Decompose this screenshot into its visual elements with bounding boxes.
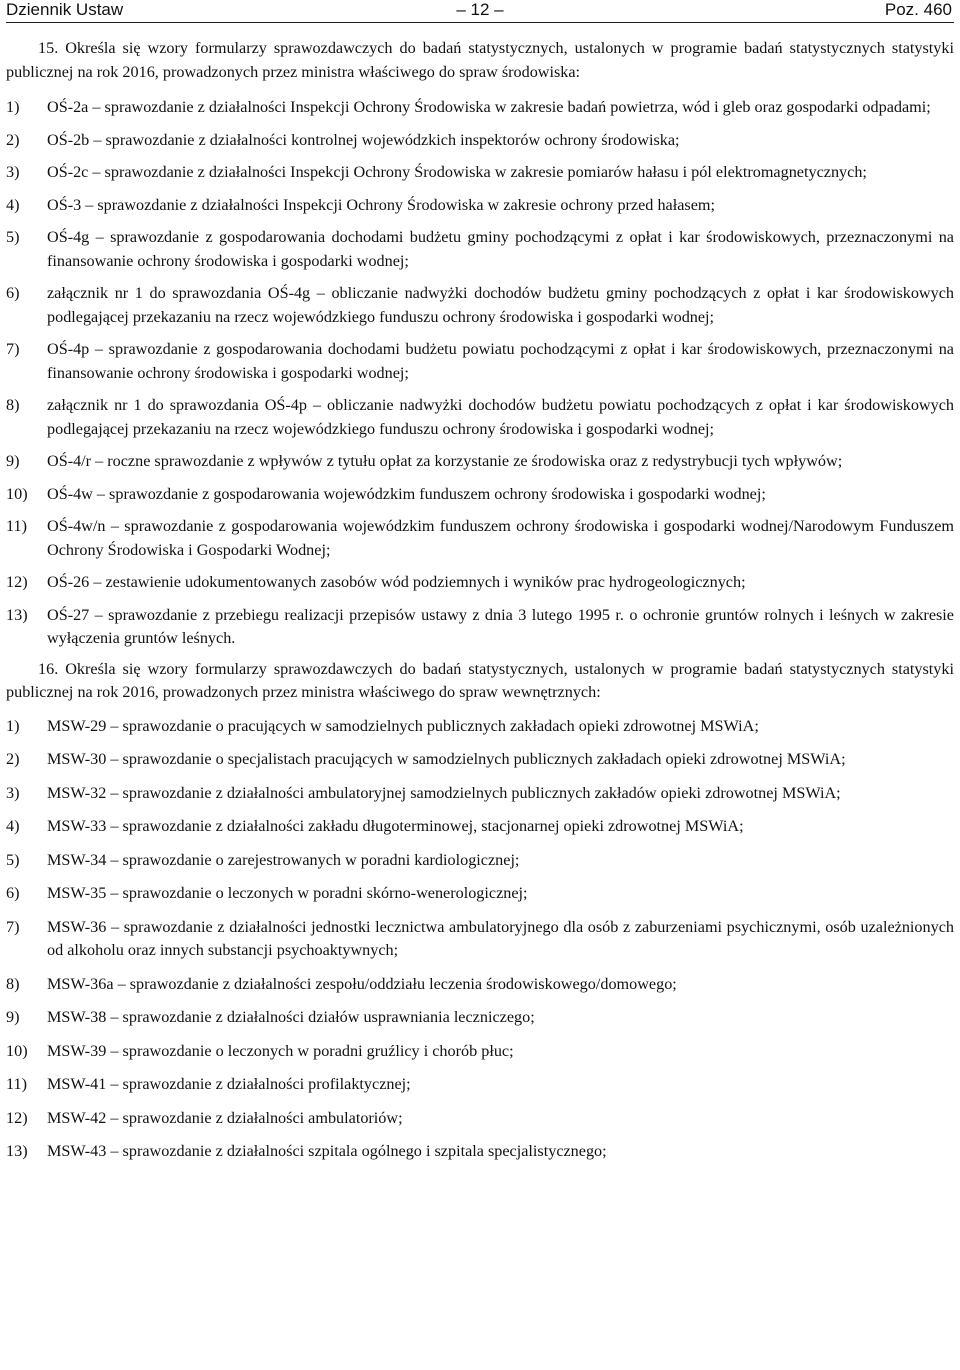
list-item-text: OŚ-3 – sprawozdanie z działalności Inspekcji Ochrony Środowiska w zakresie ochrony przed hałasem; [47,195,715,214]
list-item-text: MSW-39 – sprawozdanie o leczonych w poradni gruźlicy i chorób płuc; [47,1041,514,1060]
list-item-number: 1) [6,716,20,735]
list-item-number: 3) [6,783,20,802]
list-item-number: 13) [6,605,28,624]
page-number: – 12 – [456,0,504,19]
list-item-text: MSW-41 – sprawozdanie z działalności profilaktycznej; [47,1075,411,1093]
list-item [6,161,954,185]
list-item-text: OŚ-27 – sprawozdanie z przebiegu realizacji przepisów ustawy z dnia 3 lutego 1995 r. o ochronie gruntów rolnych i leśnych w zakresie wyłączenia gruntów leśnych. [47,605,954,647]
list-item-text: MSW-36a – sprawozdanie z działalności zespołu/oddziału leczenia środowiskowego/domowego; [47,974,677,993]
list-item-number: 8) [6,974,20,993]
list-item-number: 4) [6,195,20,214]
list-item-number: 5) [6,228,20,246]
list-item-text: MSW-29 – sprawozdanie o pracujących w samodzielnych publicznych zakładach opieki zdrowotnej MSWiA; [47,716,759,735]
list-item-text: OŚ-4g – sprawozdanie z gospodarowania dochodami budżetu gminy pochodzącymi z opłat i kar środowiskowych, przeznaczonymi na finansowanie ochrony środowiska i gospodarki wodnej; [47,228,954,270]
list-item [6,604,954,651]
list-item-text: OŚ-26 – zestawienie udokumentowanych zasobów wód podziemnych i wyników prac hydrogeologicznych; [47,573,746,591]
list-item-number: 7) [6,917,20,936]
list-item [6,1006,954,1030]
list-item-number: 10) [6,484,28,503]
list-item [6,1040,954,1064]
list-item-text: MSW-43 – sprawozdanie z działalności szpitala ogólnego i szpitala specjalistycznego; [47,1142,607,1160]
list-item-text: OŚ-2c – sprawozdanie z działalności Inspekcji Ochrony Środowiska w zakresie pomiarów hałasu i pól elektromagnetycznych; [47,163,867,181]
list-item-number: 13) [6,1142,28,1160]
list-item-text: MSW-32 – sprawozdanie z działalności ambulatoryjnej samodzielnych publicznych zakładów opieki zdrowotnej MSWiA; [47,783,841,802]
list-item [6,129,954,153]
list-item-text: OŚ-4w/n – sprawozdanie z gospodarowania wojewódzkim funduszem ochrony środowiska i gospodarki wodnej/Narodowym Funduszem Ochrony Środowiska i Gospodarki Wodnej; [47,517,954,559]
list-item [6,338,954,385]
list-item-number: 10) [6,1041,28,1060]
list-item-number: 9) [6,452,20,470]
list-item-number: 9) [6,1008,20,1026]
list-item-number: 5) [6,850,20,869]
list-item-number: 6) [6,884,20,902]
list-item [6,916,954,963]
list-item [6,194,954,218]
list-item-text: OŚ-4p – sprawozdanie z gospodarowania dochodami budżetu powiatu pochodzącymi z opłat i kar środowiskowych, przeznaczonymi na finansowanie ochrony środowiska i gospodarki wodnej; [47,340,954,382]
list-item [6,483,954,507]
list-item [6,1073,954,1097]
list-item [6,782,954,806]
list-item-text: MSW-33 – sprawozdanie z działalności zakładu długoterminowej, stacjonarnej opieki zdrowotnej MSWiA; [47,817,744,835]
list-item-text: MSW-38 – sprawozdanie z działalności działów usprawniania leczniczego; [47,1008,535,1026]
list-item [6,226,954,273]
list-item-number: 4) [6,817,20,835]
list-item [6,96,954,120]
list-item [6,815,954,839]
list-item [6,394,954,441]
list-item [6,450,954,474]
paragraph-16-intro: 16. Określa się wzory formularzy sprawozdawczych do badań statystycznych, ustalonych w programie badań statystycznych statystyki publicznej na rok 2016, prowadzonych przez ministra właściwego do spraw wewnętrznych: [6,659,954,701]
list-item-number: 6) [6,284,20,302]
list-item-number: 11) [6,1075,27,1093]
list-item [6,973,954,997]
list-item-text: załącznik nr 1 do sprawozdania OŚ-4g – obliczanie nadwyżki dochodów budżetu gminy pochodzących z opłat i kar środowiskowych podlegającej przekazaniu na rzecz wojewódzkiego funduszu ochrony środowiska i gospodarki wodnej; [47,284,954,326]
paragraph-15-intro: 15. Określa się wzory formularzy sprawozdawczych do badań statystycznych, ustalonych w programie badań statystycznych statystyki publicznej na rok 2016, prowadzonych przez ministra właściwego do spraw środowiska: [6,39,954,81]
list-item-number: 11) [6,517,27,535]
list-item-text: MSW-35 – sprawozdanie o leczonych w poradni skórno-wenerologicznej; [47,884,528,902]
list-item-number: 3) [6,163,20,181]
list-item-text: OŚ-2a – sprawozdanie z działalności Inspekcji Ochrony Środowiska w zakresie badań powietrza, wód i gleb oraz gospodarki odpadami; [47,98,931,116]
list-item-number: 8) [6,396,20,414]
list-item-number: 12) [6,1108,28,1127]
list-item-number: 2) [6,750,20,768]
list-item-text: OŚ-4/r – roczne sprawozdanie z wpływów z tytułu opłat za korzystanie ze środowiska oraz z redystrybucji tych wpływów; [47,452,843,470]
list-item-number: 2) [6,130,20,149]
list-item [6,1107,954,1131]
list-item-number: 1) [6,98,20,116]
list-item [6,882,954,906]
list-item-number: 7) [6,340,20,358]
list-item-text: załącznik nr 1 do sprawozdania OŚ-4p – obliczanie nadwyżki dochodów budżetu powiatu pochodzących z opłat i kar środowiskowych podlegającej przekazaniu na rzecz wojewódzkiego funduszu ochrony środowiska i gospodarki wodnej; [47,396,954,438]
list-item [6,571,954,595]
paragraph-16-list [6,715,954,1164]
list-item [6,849,954,873]
list-item-text: OŚ-2b – sprawozdanie z działalności kontrolnej wojewódzkich inspektorów ochrony środowiska; [47,130,680,149]
position-number: Poz. 460 [884,0,952,19]
list-item [6,282,954,329]
list-item [6,515,954,562]
list-item-number: 12) [6,573,28,591]
list-item [6,715,954,739]
list-item-text: OŚ-4w – sprawozdanie z gospodarowania wojewódzkim funduszem ochrony środowiska i gospodarki wodnej; [47,484,766,503]
list-item [6,1140,954,1164]
journal-title: Dziennik Ustaw [6,0,124,19]
list-item-text: MSW-36 – sprawozdanie z działalności jednostki lecznictwa ambulatoryjnego dla osób z zaburzeniami psychicznymi, osób uzależnionych od alkoholu oraz innych substancji psychoaktywnych; [47,917,954,959]
list-item-text: MSW-34 – sprawozdanie o zarejestrowanych w poradni kardiologicznej; [47,850,520,869]
paragraph-15-list [6,96,954,651]
list-item-text: MSW-42 – sprawozdanie z działalności ambulatoriów; [47,1108,403,1127]
page-header [6,0,954,23]
list-item [6,748,954,772]
list-item-text: MSW-30 – sprawozdanie o specjalistach pracujących w samodzielnych publicznych zakładach opieki zdrowotnej MSWiA; [47,750,846,768]
